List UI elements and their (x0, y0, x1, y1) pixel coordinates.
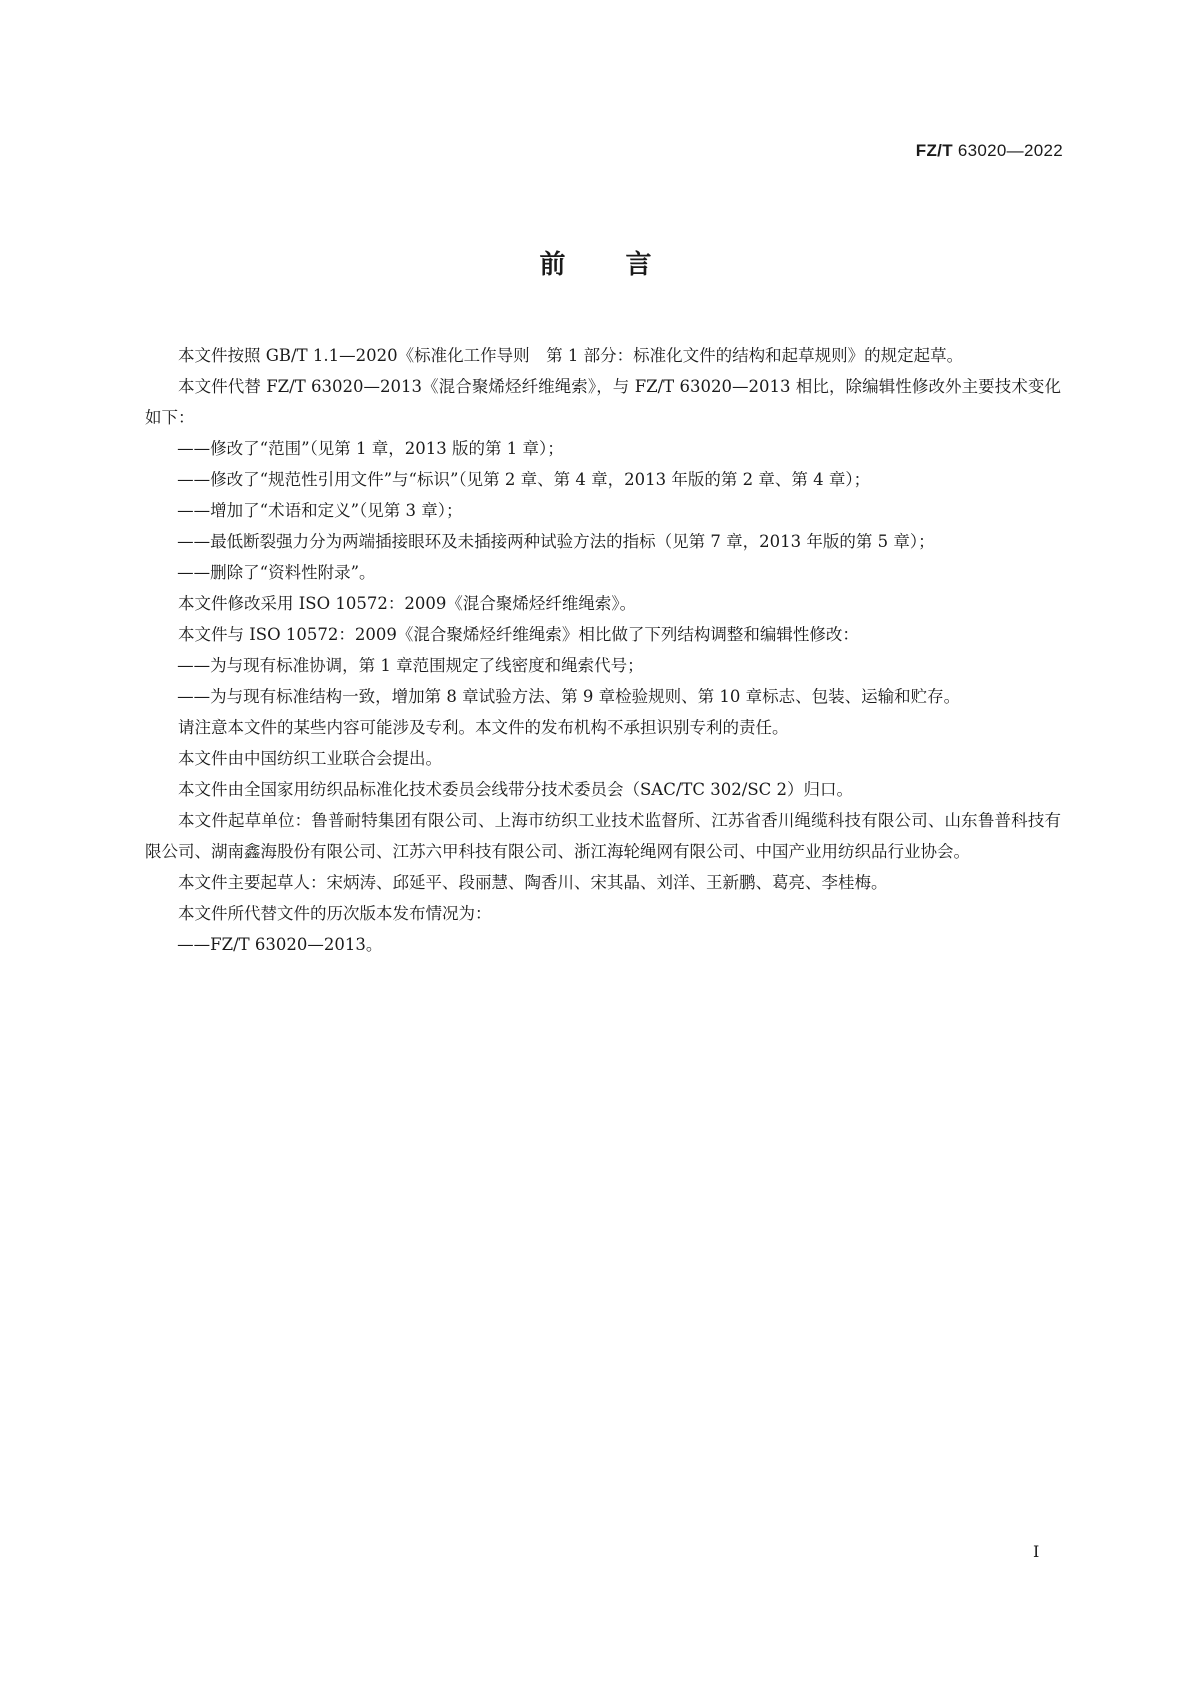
standard-code-number: 63020—2022 (952, 141, 1063, 160)
paragraph: 本文件修改采用 ISO 10572：2009《混合聚烯烃纤维绳索》。 (178, 594, 637, 613)
paragraph: 本文件按照 GB/T 1.1—2020《标准化工作导则 第 1 部分：标准化文件的结构和起草规则》的规定起草。 (178, 346, 964, 365)
list-item: ——最低断裂强力分为两端插接眼环及未插接两种试验方法的指标（见第 7 章，2013 年版的第 5 章）； (177, 532, 935, 551)
paragraph: 本文件代替 FZ/T 63020—2013《混合聚烯烃纤维绳索》，与 FZ/T 63020—2013 相比，除编辑性修改外主要技术变化如下： (145, 377, 1061, 427)
paragraph: 本文件主要起草人：宋炳涛、邱延平、段丽慧、陶香川、宋其晶、刘洋、王新鹏、葛亮、李桂梅。 (178, 873, 888, 892)
paragraph: 请注意本文件的某些内容可能涉及专利。本文件的发布机构不承担识别专利的责任。 (178, 718, 789, 737)
paragraph: 本文件与 ISO 10572：2009《混合聚烯烃纤维绳索》相比做了下列结构调整和编辑性修改： (178, 625, 859, 644)
page-number: I (1033, 1542, 1040, 1561)
list-item: ——为与现有标准协调，第 1 章范围规定了线密度和绳索代号； (177, 656, 644, 675)
list-item: ——为与现有标准结构一致，增加第 8 章试验方法、第 9 章检验规则、第 10 章标志、包装、运输和贮存。 (177, 687, 961, 706)
list-item: ——修改了“规范性引用文件”与“标识”（见第 2 章、第 4 章，2013 年版的第 2 章、第 4 章）； (177, 470, 871, 489)
list-item: ——删除了“资料性附录”。 (177, 563, 376, 582)
standard-code-prefix: FZ/T (915, 141, 953, 160)
list-item: ——FZ/T 63020—2013。 (177, 935, 383, 954)
paragraph: 本文件所代替文件的历次版本发布情况为： (178, 904, 492, 923)
paragraph: 本文件起草单位：鲁普耐特集团有限公司、上海市纺织工业技术监督所、江苏省香川绳缆科技有限公司、山东鲁普科技有限公司、湖南鑫海股份有限公司、江苏六甲科技有限公司、浙江海轮绳网有限公司、中国产业用纺织品行业协会。 (145, 811, 1061, 861)
list-item: ——增加了“术语和定义”（见第 3 章）； (177, 501, 463, 520)
list-item: ——修改了“范围”（见第 1 章，2013 版的第 1 章）； (177, 439, 564, 458)
page-title: 前言 (539, 250, 712, 280)
paragraph: 本文件由全国家用纺织品标准化技术委员会线带分技术委员会（SAC/TC 302/SC 2）归口。 (178, 780, 854, 799)
paragraph: 本文件由中国纺织工业联合会提出。 (178, 749, 442, 768)
foreword-body (145, 340, 1061, 960)
standard-code (916, 141, 1063, 161)
